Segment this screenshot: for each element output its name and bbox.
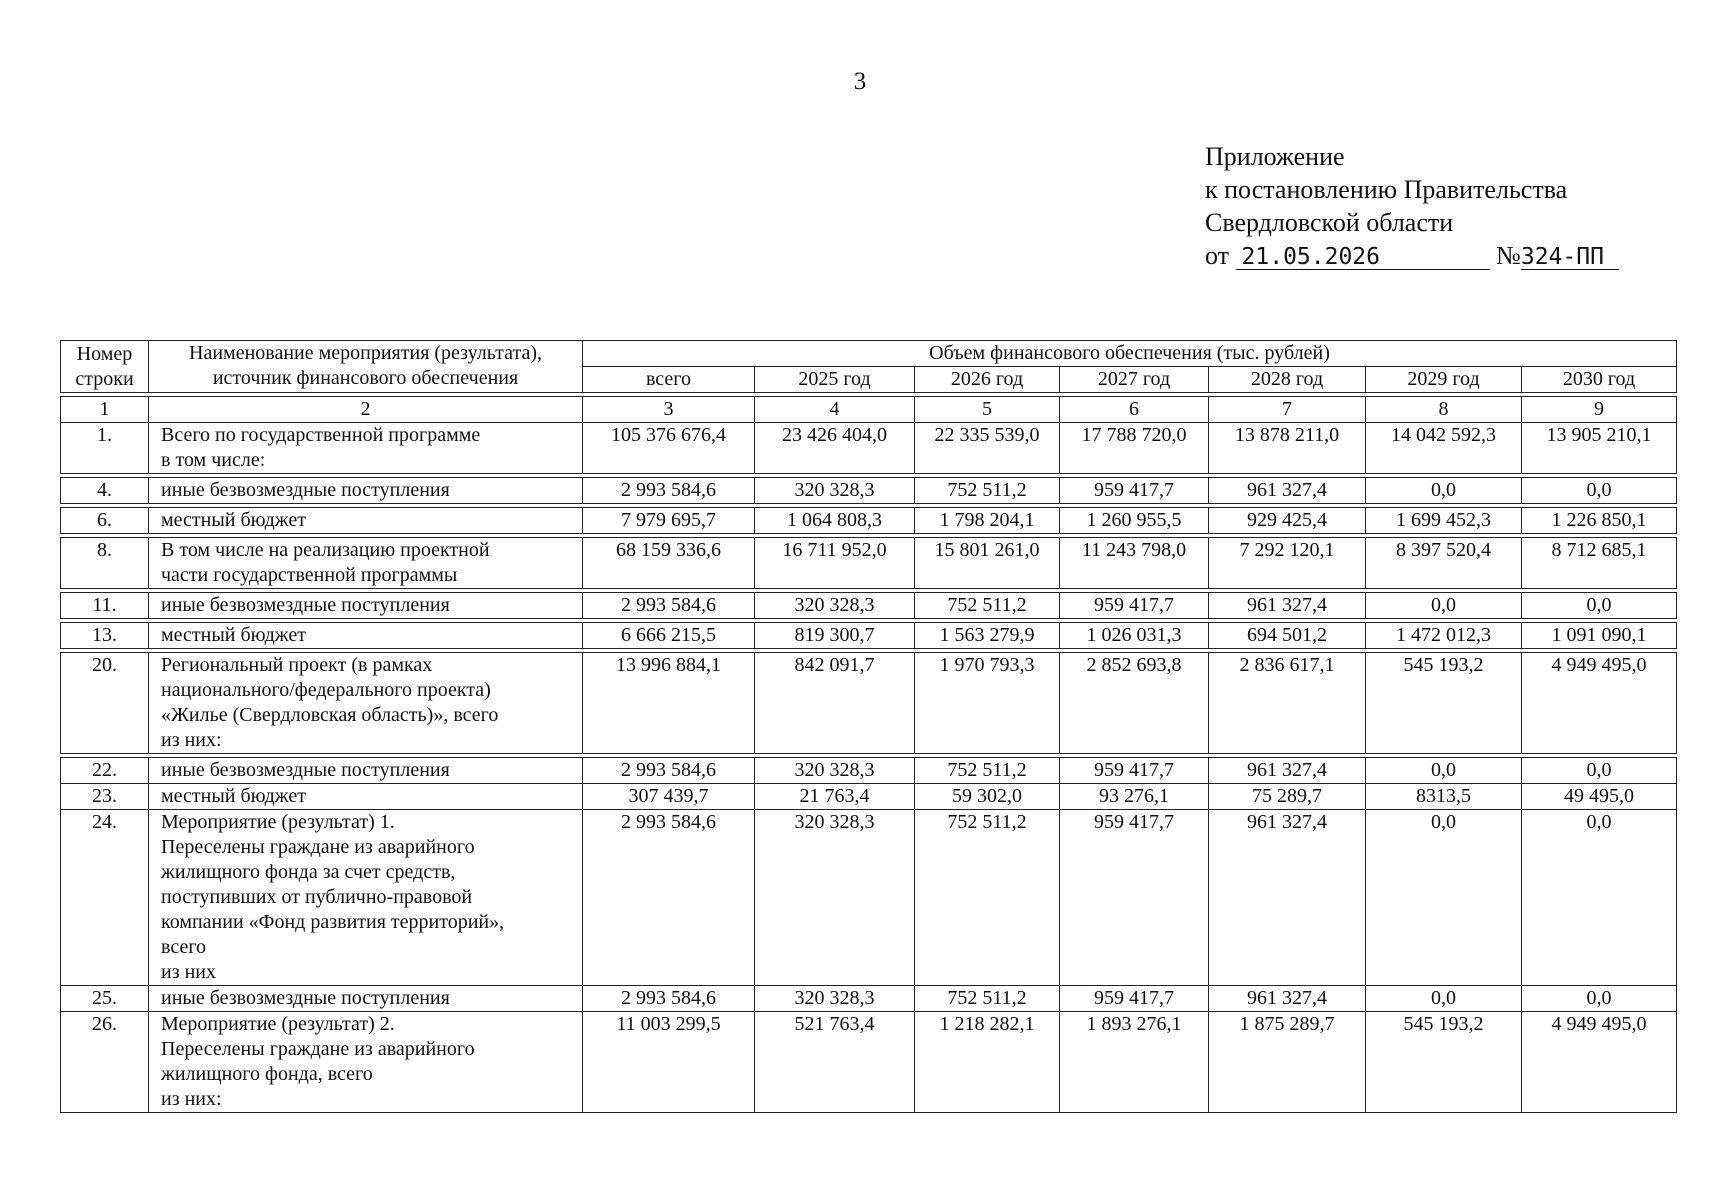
cell-year-value: 752 511,2 [915,478,1060,504]
cell-total: 2 993 584,6 [583,478,755,504]
header-row-number-line: Номер [76,342,133,365]
table-row [61,653,1677,754]
cell-year-value: 1 875 289,7 [1209,1012,1366,1113]
cell-year-value: 752 511,2 [915,986,1060,1012]
row-name-line: В том числе на реализацию проектной [161,539,490,561]
cell-year-value: 2 836 617,1 [1209,653,1366,754]
cell-year-value: 545 193,2 [1366,653,1522,754]
cell-year-value: 1 218 282,1 [915,1012,1060,1113]
cell-year-value: 0,0 [1366,810,1522,986]
row-number: 6. [61,508,149,534]
row-name [149,423,583,474]
table-row [61,623,1677,649]
column-numbers-row [61,397,1677,423]
cell-year-value: 320 328,3 [755,986,915,1012]
column-number: 4 [755,397,915,423]
cell-year-value: 1 260 955,5 [1060,508,1209,534]
cell-year-value: 23 426 404,0 [755,423,915,474]
cell-year-value: 961 327,4 [1209,758,1366,784]
row-name [149,593,583,619]
cell-year-value: 961 327,4 [1209,478,1366,504]
table-row [61,478,1677,504]
cell-year-value: 0,0 [1522,758,1677,784]
row-name-line: Переселены граждане из аварийного [161,836,475,858]
cell-year-value: 752 511,2 [915,810,1060,986]
row-number: 4. [61,478,149,504]
row-name-line: Мероприятие (результат) 2. [161,1013,395,1035]
cell-year-value: 1 798 204,1 [915,508,1060,534]
cell-year-value: 959 417,7 [1060,986,1209,1012]
table-row [61,423,1677,474]
column-number: 2 [149,397,583,423]
row-number: 1. [61,423,149,474]
number-label: № [1496,241,1521,270]
cell-year-value: 0,0 [1522,810,1677,986]
row-name-line: иные безвозмездные поступления [161,759,450,781]
cell-year-value: 320 328,3 [755,810,915,986]
row-name [149,986,583,1012]
row-name [149,1012,583,1113]
row-number: 11. [61,593,149,619]
cell-year-value: 13 905 210,1 [1522,423,1677,474]
row-number: 26. [61,1012,149,1113]
cell-year-value: 1 563 279,9 [915,623,1060,649]
row-name-line: жилищного фонда за счет средств, [161,861,456,883]
cell-year-value: 1 091 090,1 [1522,623,1677,649]
row-name [149,538,583,589]
row-number: 22. [61,758,149,784]
header-year: 2027 год [1060,367,1209,393]
cell-year-value: 17 788 720,0 [1060,423,1209,474]
cell-year-value: 11 243 798,0 [1060,538,1209,589]
column-number: 7 [1209,397,1366,423]
cell-year-value: 4 949 495,0 [1522,1012,1677,1113]
cell-year-value: 694 501,2 [1209,623,1366,649]
column-number: 6 [1060,397,1209,423]
decree-date: 21.05.2026 [1236,245,1490,270]
cell-year-value: 842 091,7 [755,653,915,754]
row-name-line: местный бюджет [161,509,306,531]
row-name [149,784,583,810]
cell-year-value: 545 193,2 [1366,1012,1522,1113]
cell-year-value: 15 801 261,0 [915,538,1060,589]
table-row [61,508,1677,534]
cell-year-value: 961 327,4 [1209,593,1366,619]
column-number: 9 [1522,397,1677,423]
appendix-region-line: Свердловской области [1205,208,1454,237]
cell-year-value: 819 300,7 [755,623,915,649]
column-number: 3 [583,397,755,423]
header-year: 2030 год [1522,367,1677,393]
cell-year-value: 320 328,3 [755,593,915,619]
table-header-row-1 [61,341,1677,367]
row-name-line: компании «Фонд развития территорий», [161,911,505,933]
header-funding: Объем финансового обеспечения (тыс. рублей) [583,341,1677,367]
header-year: 2026 год [915,367,1060,393]
from-label: от [1205,241,1230,270]
row-name [149,653,583,754]
row-name-line: из них: [161,729,222,751]
row-name-line: из них: [161,1088,222,1110]
row-name-line: в том числе: [161,449,266,471]
cell-total: 2 993 584,6 [583,810,755,986]
row-number: 24. [61,810,149,986]
cell-year-value: 959 417,7 [1060,810,1209,986]
row-name-line: «Жилье (Свердловская область)», всего [161,704,499,726]
table-row [61,784,1677,810]
appendix-header [1205,140,1619,272]
cell-total: 105 376 676,4 [583,423,755,474]
cell-year-value: 1 026 031,3 [1060,623,1209,649]
financing-table [60,340,1677,1113]
cell-year-value: 1 226 850,1 [1522,508,1677,534]
row-number: 25. [61,986,149,1012]
row-number: 13. [61,623,149,649]
table-row [61,593,1677,619]
cell-total: 307 439,7 [583,784,755,810]
cell-year-value: 0,0 [1522,478,1677,504]
cell-year-value: 0,0 [1366,593,1522,619]
header-total: всего [583,367,755,393]
cell-year-value: 0,0 [1366,758,1522,784]
cell-year-value: 0,0 [1522,593,1677,619]
row-name-line: местный бюджет [161,785,306,807]
column-number: 8 [1366,397,1522,423]
table-row [61,758,1677,784]
header-year: 2028 год [1209,367,1366,393]
row-name [149,810,583,986]
row-name-line: Региональный проект (в рамках [161,654,433,676]
cell-total: 2 993 584,6 [583,758,755,784]
header-year: 2025 год [755,367,915,393]
cell-year-value: 21 763,4 [755,784,915,810]
row-name-line: иные безвозмездные поступления [161,594,450,616]
cell-year-value: 320 328,3 [755,478,915,504]
row-name [149,758,583,784]
cell-year-value: 929 425,4 [1209,508,1366,534]
cell-year-value: 1 970 793,3 [915,653,1060,754]
cell-total: 6 666 215,5 [583,623,755,649]
cell-total: 2 993 584,6 [583,986,755,1012]
cell-year-value: 8 397 520,4 [1366,538,1522,589]
cell-year-value: 8313,5 [1366,784,1522,810]
cell-year-value: 7 292 120,1 [1209,538,1366,589]
row-name-line: Мероприятие (результат) 1. [161,811,395,833]
cell-year-value: 752 511,2 [915,593,1060,619]
header-name [149,341,583,393]
row-name-line: части государственной программы [161,564,458,586]
cell-year-value: 961 327,4 [1209,986,1366,1012]
appendix-date-number-line [1205,239,1619,272]
cell-year-value: 1 064 808,3 [755,508,915,534]
cell-year-value: 22 335 539,0 [915,423,1060,474]
cell-year-value: 2 852 693,8 [1060,653,1209,754]
table-row [61,986,1677,1012]
appendix-decree-line: к постановлению Правительства [1205,175,1568,204]
row-name-line: поступивших от публично-правовой [161,886,473,908]
cell-year-value: 75 289,7 [1209,784,1366,810]
row-name-line: национального/федерального проекта) [161,679,491,701]
row-name-line: иные безвозмездные поступления [161,479,450,501]
row-name [149,478,583,504]
cell-year-value: 521 763,4 [755,1012,915,1113]
cell-year-value: 8 712 685,1 [1522,538,1677,589]
appendix-title: Приложение [1205,142,1345,171]
row-name-line: иные безвозмездные поступления [161,987,450,1009]
row-name-line: всего [161,936,207,958]
cell-year-value: 0,0 [1366,478,1522,504]
column-number: 1 [61,397,149,423]
cell-year-value: 0,0 [1522,986,1677,1012]
cell-year-value: 752 511,2 [915,758,1060,784]
decree-number: 324-ПП [1521,245,1619,270]
header-name-line: источник финансового обеспечения [212,367,519,389]
cell-year-value: 0,0 [1366,986,1522,1012]
page-number: 3 [853,68,867,95]
cell-year-value: 959 417,7 [1060,593,1209,619]
cell-year-value: 49 495,0 [1522,784,1677,810]
cell-total: 68 159 336,6 [583,538,755,589]
header-name-line: Наименование мероприятия (результата), [189,342,542,364]
cell-year-value: 959 417,7 [1060,758,1209,784]
cell-year-value: 1 472 012,3 [1366,623,1522,649]
header-year: 2029 год [1366,367,1522,393]
row-name-line: жилищного фонда, всего [161,1063,373,1085]
column-number: 5 [915,397,1060,423]
row-name-line: местный бюджет [161,624,306,646]
cell-year-value: 93 276,1 [1060,784,1209,810]
row-number: 23. [61,784,149,810]
cell-year-value: 1 699 452,3 [1366,508,1522,534]
row-name [149,508,583,534]
cell-total: 13 996 884,1 [583,653,755,754]
header-row-number-line: строки [75,367,134,390]
cell-year-value: 14 042 592,3 [1366,423,1522,474]
header-row-number [61,341,149,393]
table-row [61,538,1677,589]
cell-year-value: 1 893 276,1 [1060,1012,1209,1113]
cell-total: 11 003 299,5 [583,1012,755,1113]
cell-year-value: 961 327,4 [1209,810,1366,986]
row-name-line: из них [161,961,217,983]
row-name-line: Переселены граждане из аварийного [161,1038,475,1060]
cell-year-value: 16 711 952,0 [755,538,915,589]
cell-year-value: 4 949 495,0 [1522,653,1677,754]
cell-total: 2 993 584,6 [583,593,755,619]
row-number: 20. [61,653,149,754]
cell-year-value: 13 878 211,0 [1209,423,1366,474]
row-number: 8. [61,538,149,589]
cell-year-value: 320 328,3 [755,758,915,784]
cell-total: 7 979 695,7 [583,508,755,534]
row-name [149,623,583,649]
cell-year-value: 959 417,7 [1060,478,1209,504]
cell-year-value: 59 302,0 [915,784,1060,810]
table-row [61,1012,1677,1113]
table-row [61,810,1677,986]
row-name-line: Всего по государственной программе [161,424,481,446]
